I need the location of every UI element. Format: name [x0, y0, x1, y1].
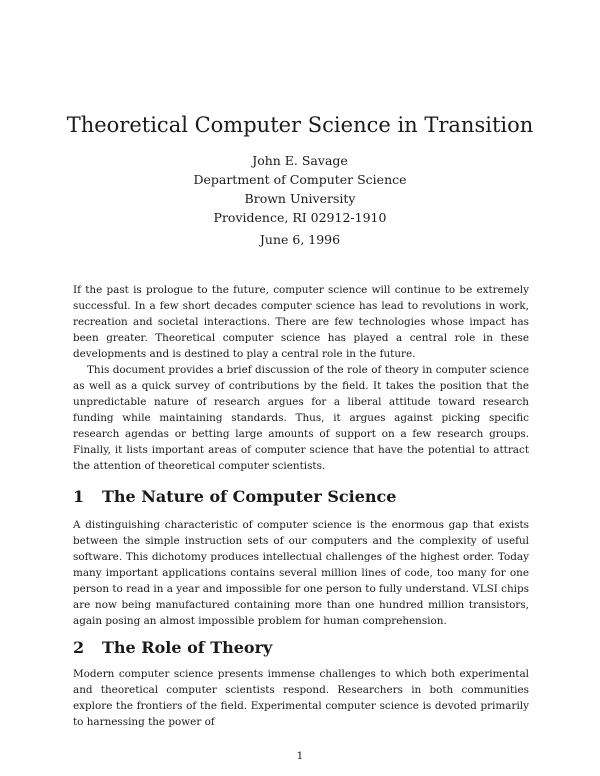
- author-university: Brown University: [244, 191, 356, 206]
- section-2-heading: [73, 638, 272, 658]
- section-1-title: The Nature of Computer Science: [102, 487, 397, 506]
- page-number: 1: [296, 750, 304, 762]
- paper-date: June 6, 1996: [259, 232, 341, 247]
- author-block: [0, 151, 600, 227]
- abstract-paragraph-1: If the past is prologue to the future, computer science will continue to be extremely successful. In a few short decades computer science has lead to revolutions in work, recreation and societal interactions. There are few technologies whose impact has been greater. Theoretical computer science has played a central role in these developments and is destined to play a central role in the future.: [73, 284, 529, 360]
- section-2-title: The Role of Theory: [102, 638, 273, 657]
- author-department: Department of Computer Science: [193, 172, 407, 187]
- section-1-paragraph: A distinguishing characteristic of computer science is the enormous gap that exists between the simple instruction sets of our computers and the complexity of useful software. This dichotomy produces intellectual challenges of the highest order. Today many important applications contains several million lines of code, too many for one person to read in a year and impossible for one person to fully understand. VLSI chips are now being manufactured containing more than one hundred million transistors, again posing an almost impossible problem for human comprehension.: [73, 519, 529, 627]
- section-2-number: 2: [73, 638, 85, 657]
- section-2-paragraph: Modern computer science presents immense challenges to which both experimental and theoretical computer scientists respond. Researchers in both communities explore the frontiers of the field. Experimental computer science is devoted primarily to harnessing the power of: [73, 668, 529, 728]
- paper-title: Theoretical Computer Science in Transition: [66, 113, 534, 137]
- section-1-number: 1: [73, 487, 85, 506]
- section-1-heading: [73, 487, 396, 507]
- abstract-paragraph-2: This document provides a brief discussion of the role of theory in computer science as well as a quick survey of contributions by the field. It takes the position that the unpredictable nature of research argues for a liberal attitude toward research funding while maintaining standards. Thus, it argues against picking specific research agendas or betting large amounts of support on a few research groups. Finally, it lists important areas of computer science that have the potential to attract the attention of theoretical computer scientists.: [73, 364, 529, 472]
- author-address: Providence, RI 02912-1910: [213, 210, 387, 225]
- author-name: John E. Savage: [252, 153, 348, 168]
